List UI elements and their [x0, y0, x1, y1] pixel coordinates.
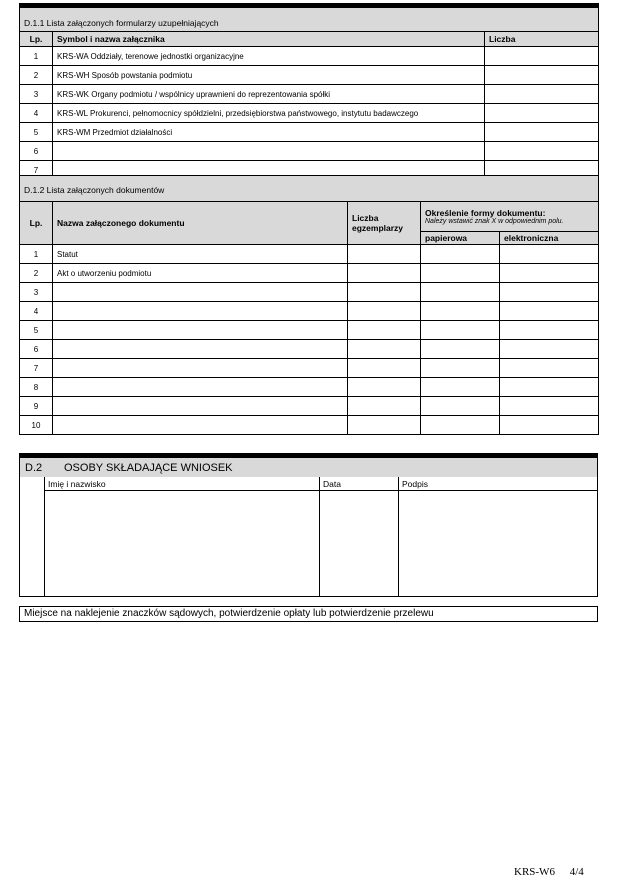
col-applicant-signature: Podpis: [399, 477, 597, 491]
row-lp: 3: [20, 283, 53, 302]
document-electronic-cell[interactable]: [500, 321, 599, 340]
document-name-cell[interactable]: [53, 397, 348, 416]
col-document-name: Nazwa załączonego dokumentu: [53, 202, 348, 245]
document-paper-cell[interactable]: [421, 416, 500, 435]
document-copies-cell[interactable]: [348, 264, 421, 283]
document-name-cell[interactable]: [53, 321, 348, 340]
document-electronic-cell[interactable]: [500, 283, 599, 302]
document-paper-cell[interactable]: [421, 283, 500, 302]
attached-form-name-cell[interactable]: KRS-WA Oddziały, terenowe jednostki organizacyjne: [53, 47, 485, 66]
attached-documents-column-header: [20, 202, 599, 232]
attached-forms-column-header: [20, 32, 599, 47]
row-lp: 4: [20, 302, 53, 321]
row-lp: 4: [20, 104, 53, 123]
document-copies-cell[interactable]: [348, 397, 421, 416]
applicant-signature-column[interactable]: [399, 477, 597, 596]
document-electronic-cell[interactable]: [500, 264, 599, 283]
document-form-note: Należy wstawić znak X w odpowiednim polu.: [425, 218, 564, 225]
attached-form-count-cell[interactable]: [485, 142, 599, 161]
document-electronic-cell[interactable]: [500, 359, 599, 378]
applicants-section-header: [20, 458, 597, 477]
document-name-cell[interactable]: [53, 378, 348, 397]
row-lp: 2: [20, 264, 53, 283]
row-lp: 9: [20, 397, 53, 416]
attached-document-row: [20, 416, 599, 435]
attached-form-row: [20, 85, 599, 104]
attached-form-name-cell[interactable]: [53, 142, 485, 161]
attached-form-name-cell[interactable]: KRS-WK Organy podmiotu / wspólnicy uprawnieni do reprezentowania spółki: [53, 85, 485, 104]
row-lp: 5: [20, 123, 53, 142]
attached-form-row: [20, 47, 599, 66]
col-paper: papierowa: [421, 232, 500, 245]
applicants-section-title: OSOBY SKŁADAJĄCE WNIOSEK: [64, 462, 233, 474]
document-paper-cell[interactable]: [421, 340, 500, 359]
document-name-cell[interactable]: Akt o utworzeniu podmiotu: [53, 264, 348, 283]
document-copies-cell[interactable]: [348, 359, 421, 378]
row-lp: 6: [20, 142, 53, 161]
applicants-section: [19, 453, 598, 597]
page-footer: [514, 866, 596, 878]
document-name-cell[interactable]: [53, 359, 348, 378]
applicant-name-column[interactable]: [45, 477, 320, 596]
attached-form-count-cell[interactable]: [485, 47, 599, 66]
col-electronic: elektroniczna: [500, 232, 599, 245]
col-lp: Lp.: [20, 202, 53, 245]
attached-document-row: [20, 264, 599, 283]
document-paper-cell[interactable]: [421, 245, 500, 264]
attached-document-row: [20, 378, 599, 397]
col-applicant-date: Data: [320, 477, 398, 491]
attached-form-count-cell[interactable]: [485, 123, 599, 142]
document-copies-cell[interactable]: [348, 245, 421, 264]
attached-forms-section-header: [20, 8, 599, 32]
document-paper-cell[interactable]: [421, 264, 500, 283]
attached-form-row: [20, 123, 599, 142]
attached-form-row: [20, 142, 599, 161]
attached-document-row: [20, 283, 599, 302]
attached-form-name-cell[interactable]: KRS-WL Prokurenci, pełnomocnicy spółdzielni, przedsiębiorstwa państwowego, instytutu badawczego: [53, 104, 485, 123]
row-lp: 5: [20, 321, 53, 340]
document-copies-cell[interactable]: [348, 340, 421, 359]
attached-documents-title: D.1.2 Lista załączonych dokumentów: [20, 176, 599, 202]
attached-forms-table: [19, 7, 599, 180]
col-document-form: [421, 202, 599, 232]
row-lp: 2: [20, 66, 53, 85]
attached-form-row: [20, 66, 599, 85]
document-copies-cell[interactable]: [348, 283, 421, 302]
applicant-date-column[interactable]: [320, 477, 399, 596]
attached-documents-table: [19, 175, 599, 435]
row-lp: 1: [20, 245, 53, 264]
attached-form-count-cell[interactable]: [485, 104, 599, 123]
attached-forms-title: D.1.1 Lista załączonych formularzy uzupełniających: [20, 8, 599, 32]
row-lp: 1: [20, 47, 53, 66]
row-lp: 10: [20, 416, 53, 435]
row-lp: 7: [20, 359, 53, 378]
attached-document-row: [20, 321, 599, 340]
court-fee-stamp-box[interactable]: Miejsce na naklejenie znaczków sądowych, potwierdzenie opłaty lub potwierdzenie przelewu: [19, 606, 598, 622]
col-count: Liczba: [485, 32, 599, 47]
attached-document-row: [20, 302, 599, 321]
document-paper-cell[interactable]: [421, 321, 500, 340]
attached-document-row: [20, 340, 599, 359]
document-name-cell[interactable]: [53, 283, 348, 302]
attached-document-row: [20, 397, 599, 416]
document-electronic-cell[interactable]: [500, 302, 599, 321]
applicants-grid: [44, 477, 597, 596]
document-electronic-cell[interactable]: [500, 416, 599, 435]
document-paper-cell[interactable]: [421, 378, 500, 397]
document-name-cell[interactable]: [53, 416, 348, 435]
document-copies-cell[interactable]: [348, 321, 421, 340]
document-paper-cell[interactable]: [421, 359, 500, 378]
attached-form-name-cell[interactable]: KRS-WM Przedmiot działalności: [53, 123, 485, 142]
attached-form-name-cell[interactable]: KRS-WH Sposób powstania podmiotu: [53, 66, 485, 85]
document-name-cell[interactable]: [53, 340, 348, 359]
document-electronic-cell[interactable]: [500, 397, 599, 416]
attached-documents-section-header: [20, 176, 599, 202]
attached-document-row: [20, 359, 599, 378]
col-applicant-name: Imię i nazwisko: [45, 477, 319, 491]
col-copies: Liczba egzemplarzy: [348, 202, 421, 245]
form-code: KRS-W6: [514, 866, 555, 878]
col-lp: Lp.: [20, 32, 53, 47]
document-electronic-cell[interactable]: [500, 245, 599, 264]
row-lp: 8: [20, 378, 53, 397]
document-electronic-cell[interactable]: [500, 340, 599, 359]
col-symbol: Symbol i nazwa załącznika: [53, 32, 485, 47]
row-lp: 7: [20, 161, 53, 180]
applicants-section-number: D.2: [25, 462, 43, 474]
attached-form-count-cell[interactable]: [485, 66, 599, 85]
document-paper-cell[interactable]: [421, 302, 500, 321]
document-copies-cell[interactable]: [348, 302, 421, 321]
document-electronic-cell[interactable]: [500, 378, 599, 397]
page-number: 4/4: [569, 866, 584, 878]
row-lp: 6: [20, 340, 53, 359]
attached-form-row: [20, 104, 599, 123]
attached-document-row: [20, 245, 599, 264]
document-paper-cell[interactable]: [421, 397, 500, 416]
row-lp: 3: [20, 85, 53, 104]
document-copies-cell[interactable]: [348, 378, 421, 397]
document-name-cell[interactable]: [53, 302, 348, 321]
document-copies-cell[interactable]: [348, 416, 421, 435]
attached-form-count-cell[interactable]: [485, 85, 599, 104]
document-form-label: Określenie formy dokumentu:: [425, 208, 546, 218]
document-name-cell[interactable]: Statut: [53, 245, 348, 264]
